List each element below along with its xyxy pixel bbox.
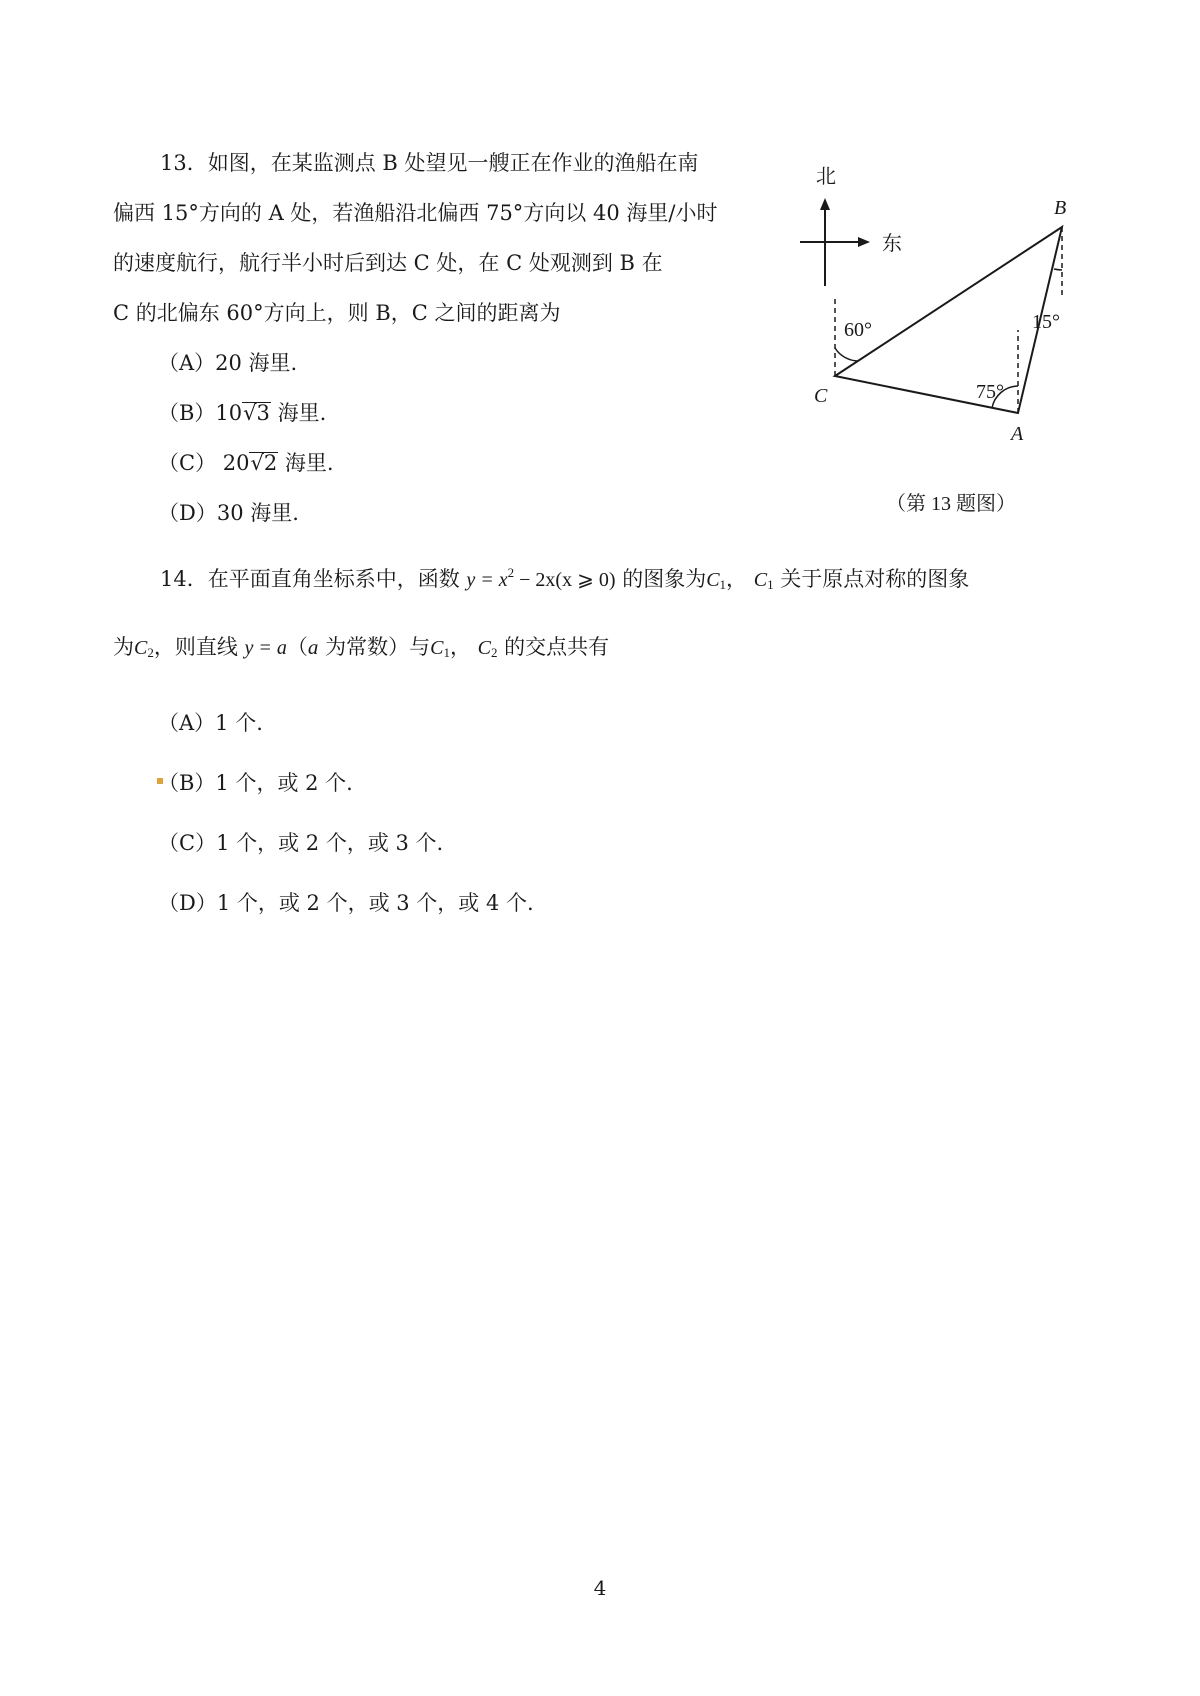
page-number: 4 [593, 1576, 607, 1600]
angle-label-60: 60° [844, 319, 872, 341]
q13-option-a: （A）20 海里. [158, 351, 298, 375]
q13-option-b: （B）10√3 海里. [158, 401, 327, 425]
north-arrowhead-icon [820, 198, 830, 210]
sqrt-symbol: √2 [250, 451, 278, 475]
q13-figure [770, 150, 1110, 530]
q13-line-2: 偏西 15°方向的 A 处，若渔船沿北偏西 75°方向以 40 海里/小时 [113, 201, 718, 225]
q14-option-c: （C）1 个，或 2 个，或 3 个. [158, 831, 444, 855]
point-b-label: B [1054, 197, 1067, 219]
q14-option-a: （A）1 个. [158, 711, 263, 735]
q14-option-b: （B）1 个，或 2 个. [158, 771, 353, 795]
point-c-label: C [814, 385, 828, 407]
angle-label-75: 75° [976, 381, 1004, 403]
q13-option-d: （D）30 海里. [158, 501, 299, 525]
q14-option-d: （D）1 个，或 2 个，或 3 个，或 4 个. [158, 891, 534, 915]
q13-option-c: （C） 20√2 海里. [158, 451, 334, 475]
q13-line-4: C 的北偏东 60°方向上，则 B，C 之间的距离为 [113, 301, 561, 325]
point-a-label: A [1011, 423, 1024, 445]
east-label: 东 [882, 233, 902, 255]
angle-arc-b [1054, 269, 1062, 270]
sqrt-symbol: √3 [243, 401, 270, 425]
q14-line-2: 为$C_2$，则直线 y = a（a 为常数）与$C_1$， $C_2$ 的交点共有 [113, 635, 610, 660]
figure-caption: （第 13 题图） [886, 493, 1016, 515]
angle-arc-c [835, 348, 858, 361]
q13-line-3: 的速度航行，航行半小时后到达 C 处，在 C 处观测到 B 在 [113, 251, 663, 275]
q13-line-1: 13．如图，在某监测点 B 处望见一艘正在作业的渔船在南 [160, 151, 699, 175]
q14-line-1: 14．在平面直角坐标系中，函数 $y = x^2 - 2x(x$ ⩾ 0) 的图象为$C_1$， $C_1$ 关于原点对称的图象 [160, 565, 970, 592]
angle-label-15: 15° [1032, 311, 1060, 333]
east-arrowhead-icon [858, 237, 870, 247]
north-label: 北 [816, 166, 836, 188]
